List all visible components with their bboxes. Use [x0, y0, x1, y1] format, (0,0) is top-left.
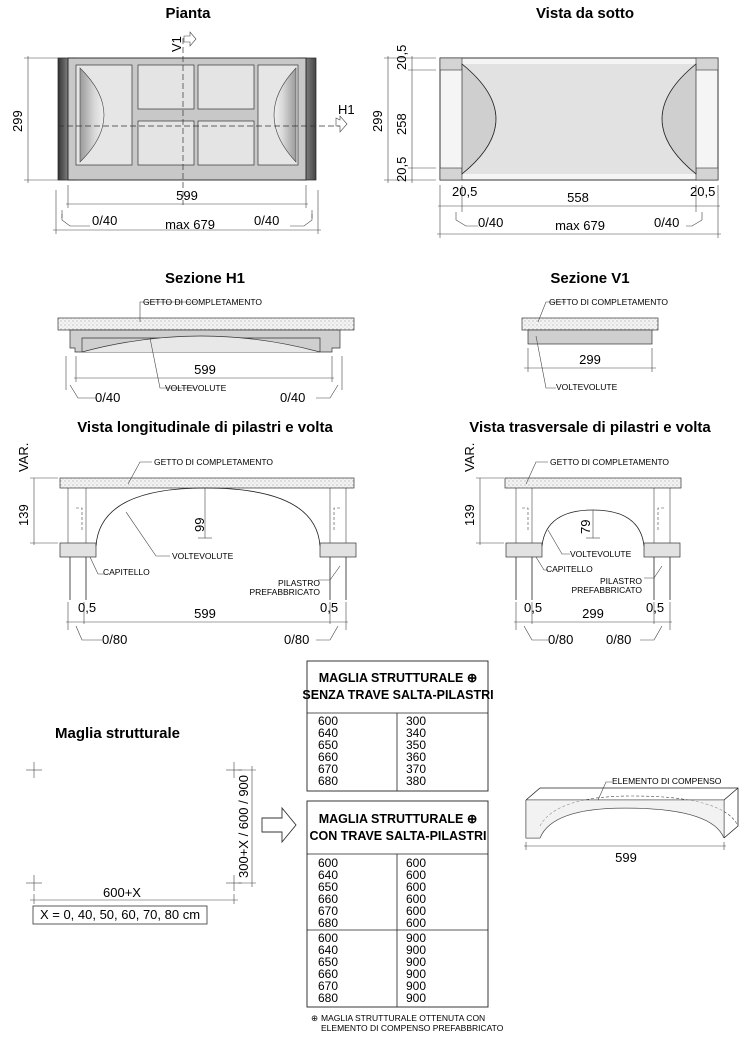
table-cell: 640: [318, 943, 339, 957]
v1-width-dim: 299: [579, 352, 601, 367]
table-cell: 660: [318, 967, 339, 981]
table-cell: 600: [318, 714, 339, 728]
note-line2: ELEMENTO DI COMPENSO PREFABBRICATO: [321, 1023, 504, 1033]
long-edge-right: 0,5: [320, 600, 339, 615]
vista-longitudinale-drawing: [16, 443, 356, 647]
pianta-drawing: [10, 32, 355, 234]
table-cell: 600: [406, 856, 427, 870]
vista-trasversale-drawing: [462, 443, 681, 647]
title-sezione-h1: Sezione H1: [164, 270, 246, 287]
trasv-getto-label: GETTO DI COMPLETAMENTO: [550, 457, 670, 467]
dim-sotto-gap-right: 0/40: [654, 215, 680, 230]
maglia-x-values: X = 0, 40, 50, 60, 70, 80 cm: [39, 907, 201, 922]
trasv-width-dim: 299: [582, 606, 604, 621]
table-cell: 670: [318, 904, 339, 918]
dim-sotto-width: 558: [567, 190, 589, 205]
compenso-label: ELEMENTO DI COMPENSO: [612, 776, 722, 786]
vista-sotto-drawing: [370, 45, 721, 238]
table-cell: 670: [318, 762, 339, 776]
title-vista-sotto: Vista da sotto: [535, 5, 635, 22]
table-cell: 680: [318, 916, 339, 930]
long-getto-label: GETTO DI COMPLETAMENTO: [154, 457, 274, 467]
arrow-v1-icon: [184, 32, 196, 46]
v1-getto-label: GETTO DI COMPLETAMENTO: [549, 297, 669, 307]
trasv-gap-right: 0/80: [606, 632, 632, 647]
table-cell: 640: [318, 868, 339, 882]
table-cell: 680: [318, 774, 339, 788]
table-cell: 600: [406, 868, 427, 882]
h1-gap-right: 0/40: [280, 390, 306, 405]
trasv-edge-left: 0,5: [524, 600, 543, 615]
table-cell: 600: [406, 904, 427, 918]
trasv-gap-left: 0/80: [548, 632, 574, 647]
title-vista-longitudinale: Vista longitudinale di pilastri e volta: [77, 419, 333, 436]
table-cell: 900: [406, 943, 427, 957]
title-vista-trasversale: Vista trasversale di pilastri e volta: [469, 419, 711, 436]
long-voltevolute-label: VOLTEVOLUTE: [172, 551, 234, 561]
table-cell: 380: [406, 774, 427, 788]
trasv-edge-right: 0,5: [646, 600, 665, 615]
long-gap-right: 0/80: [284, 632, 310, 647]
dim-pianta-gap-left: 0/40: [92, 213, 118, 228]
long-pilastro-label-2: PREFABBRICATO: [249, 587, 320, 597]
table-cell: 600: [406, 880, 427, 894]
table-cell: 900: [406, 931, 427, 945]
table-cell: 650: [318, 738, 339, 752]
title-maglia-strutturale: Maglia strutturale: [55, 725, 181, 742]
dim-sotto-gap-left: 0/40: [478, 215, 504, 230]
dim-pianta-height: 299: [10, 110, 25, 132]
table-cell: 340: [406, 726, 427, 740]
long-edge-left: 0,5: [78, 600, 97, 615]
sezione-h1-drawing: [58, 297, 354, 405]
h1-voltevolute-label: VOLTEVOLUTE: [165, 383, 227, 393]
table-cell: 650: [318, 880, 339, 894]
h1-width-dim: 599: [194, 362, 216, 377]
table-cell: 360: [406, 750, 427, 764]
table-cell: 600: [406, 916, 427, 930]
trasv-capitello-label: CAPITELLO: [546, 564, 593, 574]
table-con-trave: [307, 801, 488, 1007]
dim-sotto-edge-left: 20,5: [452, 184, 478, 199]
v1-voltevolute-label: VOLTEVOLUTE: [556, 382, 618, 392]
long-gap-left: 0/80: [102, 632, 128, 647]
long-capitello-label: CAPITELLO: [103, 567, 150, 577]
table-cell: 680: [318, 991, 339, 1005]
table-cell: 300: [406, 714, 427, 728]
trasv-pilastro-label-2: PREFABBRICATO: [571, 585, 642, 595]
table-cell: 900: [406, 967, 427, 981]
table-senza-trave: [302, 661, 493, 791]
trasv-rise-dim: 79: [578, 519, 593, 534]
label-v1: V1: [169, 36, 184, 52]
h1-getto-label: GETTO DI COMPLETAMENTO: [143, 297, 263, 307]
arrow-h1-icon: [336, 116, 347, 132]
dim-sotto-edge-right: 20,5: [690, 184, 716, 199]
dim-sotto-max: max 679: [555, 218, 605, 233]
long-height-dim: 139: [16, 504, 31, 526]
long-rise-dim: 99: [192, 517, 207, 532]
dim-pianta-max: max 679: [165, 217, 215, 232]
maglia-horizontal-dim: 600+X: [103, 885, 141, 900]
table-cell: 660: [318, 892, 339, 906]
table2-header-line2: CON TRAVE SALTA-PILASTRI: [309, 829, 487, 843]
table-cell: 370: [406, 762, 427, 776]
title-sezione-v1: Sezione V1: [550, 270, 630, 287]
trasv-pilastro-label-1: PILASTRO: [599, 576, 642, 586]
table-cell: 350: [406, 738, 427, 752]
h1-gap-left: 0/40: [95, 390, 121, 405]
table-cell: 900: [406, 979, 427, 993]
table-cell: 650: [318, 955, 339, 969]
table2-header-line1: MAGLIA STRUTTURALE ⊕: [318, 812, 478, 826]
table-cell: 900: [406, 955, 427, 969]
long-var-label: VAR.: [16, 442, 31, 472]
trasv-voltevolute-label: VOLTEVOLUTE: [570, 549, 632, 559]
long-width-dim: 599: [194, 606, 216, 621]
title-pianta: Pianta: [165, 5, 211, 22]
maglia-grid-diagram: [26, 762, 296, 924]
dim-sotto-edge-top: 20,5: [394, 44, 409, 70]
arrow-right-icon: [262, 808, 296, 842]
compenso-width-dim: 599: [615, 850, 637, 865]
table-cell: 640: [318, 726, 339, 740]
table-cell: 670: [318, 979, 339, 993]
trasv-var-label: VAR.: [462, 442, 477, 472]
trasv-height-dim: 139: [462, 504, 477, 526]
dim-sotto-middle: 258: [394, 113, 409, 135]
long-pilastro-label-1: PILASTRO: [277, 578, 320, 588]
table1-header-line1: MAGLIA STRUTTURALE ⊕: [318, 671, 478, 685]
dim-pianta-gap-right: 0/40: [254, 213, 280, 228]
elemento-compenso-drawing: [524, 776, 738, 865]
table-cell: 660: [318, 750, 339, 764]
maglia-vertical-dim: 300+X / 600 / 900: [236, 774, 251, 878]
sezione-v1-drawing: [522, 297, 668, 392]
table-cell: 600: [318, 856, 339, 870]
note-line1: MAGLIA STRUTTURALE OTTENUTA CON: [321, 1013, 486, 1023]
dim-pianta-width: 599: [176, 188, 198, 203]
table-cell: 600: [406, 892, 427, 906]
table-cell: 900: [406, 991, 427, 1005]
label-h1: H1: [338, 102, 355, 117]
dim-sotto-edge-bottom: 20,5: [394, 156, 409, 182]
table-cell: 600: [318, 931, 339, 945]
dim-sotto-height: 299: [370, 110, 385, 132]
table1-header-line2: SENZA TRAVE SALTA-PILASTRI: [302, 688, 494, 702]
note-symbol-icon: ⊕: [311, 1013, 319, 1023]
